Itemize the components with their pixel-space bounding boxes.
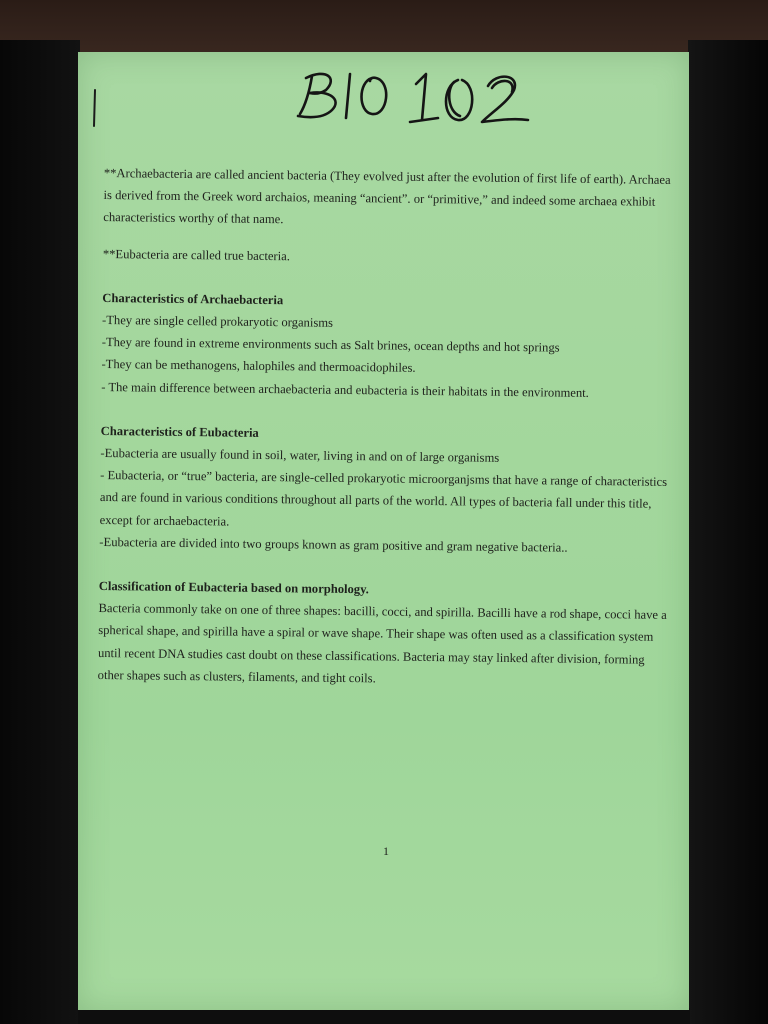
- list-item: -They can be methanogens, halophiles and thermoacidophiles.: [101, 357, 416, 376]
- page-number: 1: [383, 844, 389, 858]
- list-item: -They are single celled prokaryotic organisms: [101, 313, 334, 330]
- margin-pen-mark: [90, 88, 100, 128]
- list-item: -Eubacteria are usually found in soil, water, living in and on of large organisms: [100, 446, 500, 465]
- list-item: -Eubacteria are divided into two groups known as gram positive and gram negative bacteria..: [99, 534, 568, 555]
- list-item: -They are found in extreme environments such as Salt brines, ocean depths and hot springs: [101, 335, 560, 355]
- intro-paragraph-archaebacteria: **Archaebacteria are called ancient bacteria (They evolved just after the evolution of first life of earth). Archaea is derived from the Greek word archaios, meaning “ancient”. or “primitive,” and indeed some archaea exhibit characteristics worthy of that name.: [103, 165, 671, 227]
- background-bottom: [78, 1008, 690, 1024]
- section-heading-classification: Classification of Eubacteria based on morphology.: [98, 579, 369, 597]
- section-heading-eubacteria: Characteristics of Eubacteria: [100, 423, 259, 440]
- handwritten-title: [292, 66, 532, 140]
- document-body: [98, 162, 674, 693]
- background-right-edge: [688, 40, 768, 1024]
- background-left-edge: [0, 40, 80, 1024]
- document-page: [78, 52, 689, 1010]
- list-item: - Eubacteria, or “true” bacteria, are single-celled prokaryotic microorganjsms that have a range of characteristics and are found in various conditions throughout all parts of the world. All types of bacteria fall under this title, except for archaebacteria.: [99, 468, 668, 529]
- intro-paragraph-eubacteria: **Eubacteria are called true bacteria.: [102, 246, 290, 263]
- list-item: - The main difference between archaebacteria and eubacteria is their habitats in the environment.: [101, 379, 589, 400]
- classification-paragraph: Bacteria commonly take on one of three shapes: bacilli, cocci, and spirilla. Bacilli have a rod shape, cocci have a spherical shape, and spirilla have a spiral or wave shape. Their shape was often used as a classification system until recent DNA studies cast doubt on these classifications. Bacteria may stay linked after division, forming other shapes such as clusters, filaments, and tight coils.: [97, 601, 667, 686]
- section-heading-archaebacteria: Characteristics of Archaebacteria: [102, 290, 284, 308]
- background-top: [0, 0, 768, 58]
